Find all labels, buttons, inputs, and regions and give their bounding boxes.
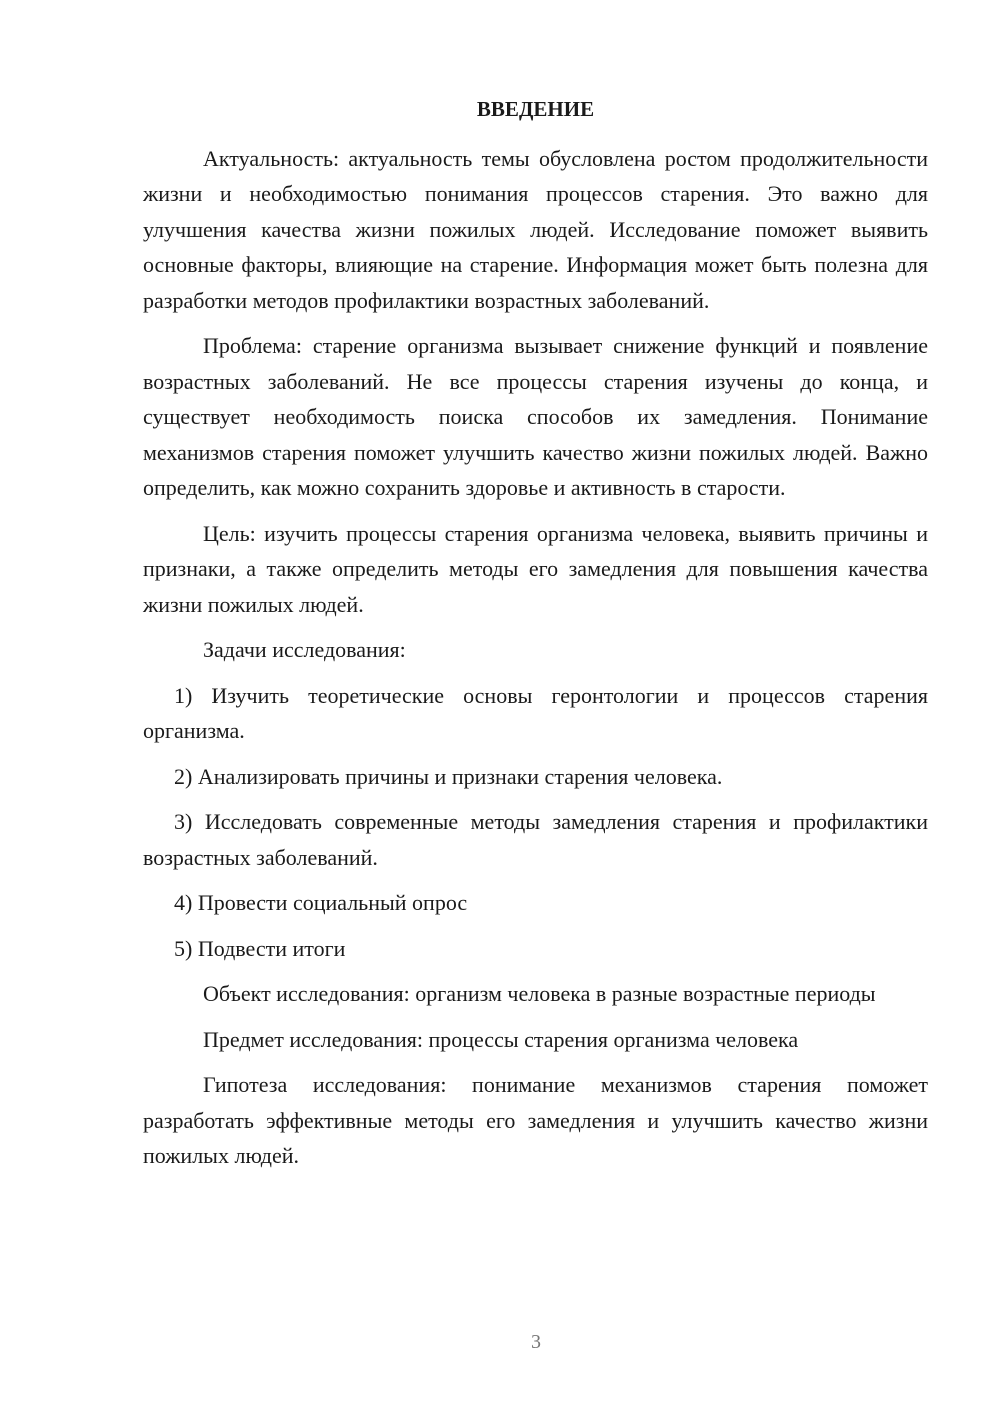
document-page (143, 92, 928, 1184)
task-item-3: 3) Исследовать современные методы замедления старения и профилактики возрастных заболеваний. (143, 809, 928, 870)
relevance-paragraph: Актуальность: актуальность темы обусловлена ростом продолжительности жизни и необходимостью понимания процессов старения. Это важно для улучшения качества жизни пожилых людей. Исследование поможет выявить основные факторы, влияющие на старение. Информация может быть полезна для разработки методов профилактики возрастных заболеваний. (143, 145, 928, 313)
problem-paragraph: Проблема: старение организма вызывает снижение функций и появление возрастных заболеваний. Не все процессы старения изучены до конца, и существует необходимость поиска способов их замедления. Понимание механизмов старения поможет улучшить качество жизни пожилых людей. Важно определить, как можно сохранить здоровье и активность в старости. (143, 333, 928, 500)
page-number: 3 (531, 1331, 541, 1353)
subject-paragraph: Предмет исследования: процессы старения организма человека (203, 1026, 799, 1052)
goal-paragraph: Цель: изучить процессы старения организма человека, выявить причины и признаки, а также определить методы его замедления для повышения качества жизни пожилых людей. (143, 520, 928, 617)
tasks-heading: Задачи исследования: (203, 637, 406, 662)
task-item-5: 5) Подвести итоги (174, 935, 346, 961)
task-item-1: 1) Изучить теоретические основы геронтологии и процессов старения организма. (143, 682, 928, 743)
object-paragraph: Объект исследования: организм человека в разные возрастные периоды (203, 981, 876, 1006)
hypothesis-paragraph: Гипотеза исследования: понимание механизмов старения поможет разработать эффективные методы его замедления и улучшить качество жизни пожилых людей. (143, 1072, 928, 1168)
task-item-2: 2) Анализировать причины и признаки старения человека. (174, 763, 723, 789)
task-item-4: 4) Провести социальный опрос (174, 890, 468, 915)
document-title: ВВЕДЕНИЕ (476, 97, 595, 121)
